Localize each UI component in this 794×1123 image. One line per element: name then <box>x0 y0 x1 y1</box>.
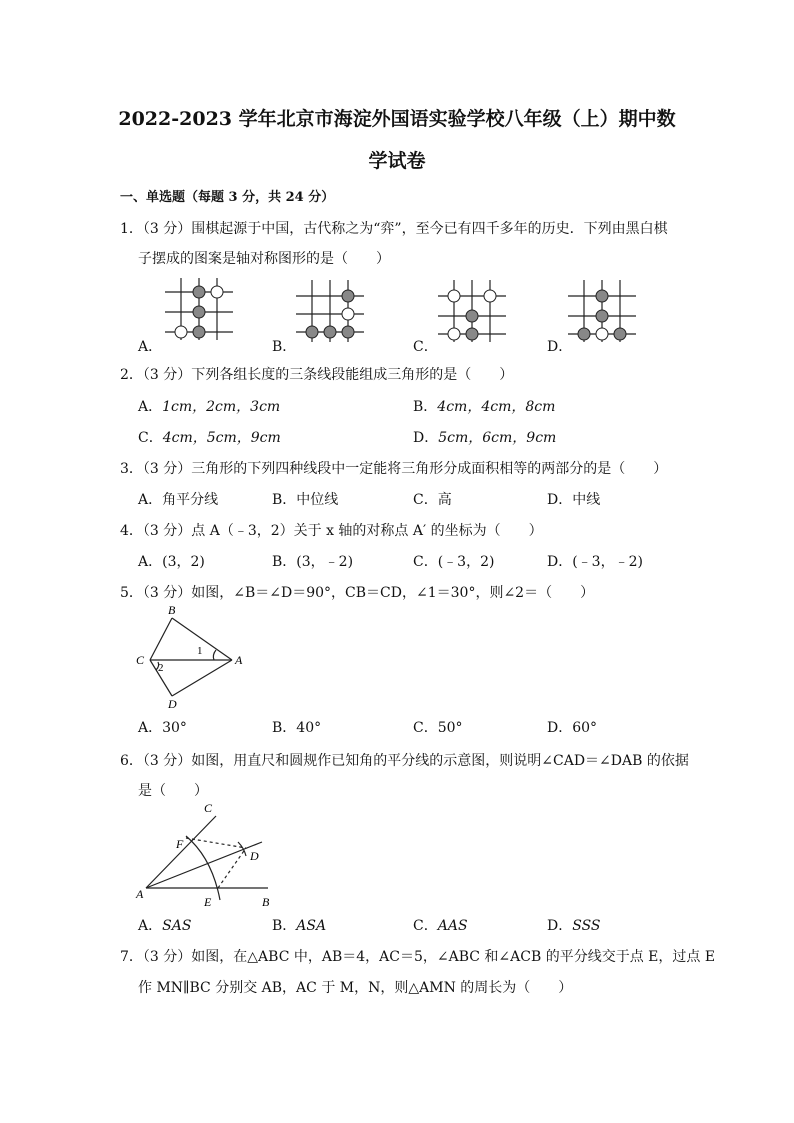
q4-option-d[interactable]: D．(﹣3，﹣2) <box>547 554 643 570</box>
q1-option-d[interactable]: D． <box>547 339 573 355</box>
q2-option-c[interactable] <box>138 427 281 447</box>
q6-label-c: C <box>204 801 213 815</box>
q5-line-da <box>172 660 232 696</box>
q6-option-c-text: AAS <box>437 918 468 934</box>
q6-label-e: E <box>204 895 212 909</box>
q1-figure-a <box>165 278 235 340</box>
q2-option-c-label: C． <box>138 430 163 446</box>
q2-option-b-label: B． <box>413 399 438 415</box>
q6-option-b-label: B． <box>272 918 297 934</box>
q1-figure-c <box>438 280 508 342</box>
q2-option-c-text: 4cm，5cm，9cm <box>162 430 281 446</box>
q5-label-1: 1 <box>197 645 203 657</box>
q6-arc-fe <box>186 836 220 900</box>
q3-option-b[interactable]: B．中位线 <box>272 492 339 508</box>
q1-option-c[interactable]: C． <box>413 339 438 355</box>
q7-stem-line2: 作 MN∥BC 分别交 AB，AC 于 M，N，则△AMN 的周长为（ ） <box>138 980 573 996</box>
q1-stem-line1: 1．（3 分）围棋起源于中国，古代称之为“弈”，至今已有四千多年的历史．下列由黑白棋 <box>120 221 668 237</box>
q2-option-b[interactable] <box>413 396 555 416</box>
q5-stem: 5．（3 分）如图，∠B＝∠D＝90°，CB＝CD，∠1＝30°，则∠2＝（ ） <box>120 585 595 601</box>
section-header: 一、单选题（每题 3 分，共 24 分） <box>120 190 335 205</box>
q1-option-a[interactable]: A． <box>138 339 163 355</box>
q6-option-d-text: SSS <box>572 918 601 934</box>
q2-option-a-label: A． <box>138 399 163 415</box>
q5-label-c: C <box>136 653 145 667</box>
q5-label-a: A <box>235 653 243 667</box>
q6-ray-ad <box>146 842 262 888</box>
q6-option-a-text: SAS <box>162 918 192 934</box>
q2-option-d-text: 5cm，6cm，9cm <box>438 430 557 446</box>
q6-stem-line1: 6．（3 分）如图，用直尺和圆规作已知角的平分线的示意图，则说明∠CAD＝∠DAB 的依据 <box>120 753 689 769</box>
q2-stem: 2．（3 分）下列各组长度的三条线段能组成三角形的是（ ） <box>120 367 514 383</box>
q2-option-d-label: D． <box>413 430 439 446</box>
q7-stem-line1: 7．（3 分）如图，在△ABC 中，AB＝4，AC＝5，∠ABC 和∠ACB 的平分线交于点 E，过点 E <box>120 949 716 965</box>
q6-option-d[interactable] <box>547 915 601 935</box>
q3-option-d[interactable]: D．中线 <box>547 492 601 508</box>
page-title-line2: 学试卷 <box>368 150 426 172</box>
q5-option-c[interactable]: C．50° <box>413 720 463 736</box>
q5-angle1-arc <box>213 650 216 660</box>
q6-option-b[interactable] <box>272 915 326 935</box>
q5-line-bc <box>150 618 172 660</box>
q1-figure-d <box>568 280 638 342</box>
q2-option-d[interactable] <box>413 427 556 447</box>
q5-label-2: 2 <box>158 662 164 674</box>
q6-ray-ac <box>146 816 216 888</box>
q2-option-b-text: 4cm，4cm，8cm <box>437 399 556 415</box>
q6-dashed-fd <box>186 838 246 848</box>
q6-option-d-label: D． <box>547 918 573 934</box>
q5-option-d[interactable]: D．60° <box>547 720 598 736</box>
q6-label-b: B <box>262 895 270 909</box>
q1-option-b[interactable]: B． <box>272 339 297 355</box>
q1-stem-line2: 子摆成的图案是轴对称图形的是（ ） <box>138 251 390 267</box>
q4-option-c[interactable]: C．(﹣3，2) <box>413 554 495 570</box>
q6-label-a: A <box>136 887 144 901</box>
q6-figure <box>134 800 284 910</box>
q4-stem: 4．（3 分）点 A（﹣3，2）关于 x 轴的对称点 A′ 的坐标为（ ） <box>120 523 543 539</box>
page-title-line1: 2022-2023 学年北京市海淀外国语实验学校八年级（上）期中数 <box>118 108 676 130</box>
q4-option-a[interactable]: A．(3，2) <box>138 554 205 570</box>
q5-option-a[interactable]: A．30° <box>138 720 187 736</box>
q5-option-b[interactable]: B．40° <box>272 720 322 736</box>
q5-figure <box>134 600 254 712</box>
q6-option-c[interactable] <box>413 915 468 935</box>
q2-option-a[interactable] <box>138 396 280 416</box>
q3-option-c[interactable]: C．高 <box>413 492 452 508</box>
q6-option-a[interactable] <box>138 915 191 935</box>
q5-label-b: B <box>168 603 176 617</box>
q5-label-d: D <box>168 697 177 711</box>
q1-figure-b <box>296 280 366 342</box>
q3-option-a[interactable]: A．角平分线 <box>138 492 219 508</box>
q6-stem-line2: 是（ ） <box>138 783 208 799</box>
q3-stem: 3．（3 分）三角形的下列四种线段中一定能将三角形分成面积相等的两部分的是（ ） <box>120 461 668 477</box>
q6-label-d: D <box>250 849 259 863</box>
q6-option-a-label: A． <box>138 918 163 934</box>
q6-option-c-label: C． <box>413 918 438 934</box>
q6-option-b-text: ASA <box>296 918 327 934</box>
q2-option-a-text: 1cm，2cm，3cm <box>162 399 281 415</box>
q4-option-b[interactable]: B．(3，﹣2) <box>272 554 354 570</box>
q6-label-f: F <box>176 837 184 851</box>
